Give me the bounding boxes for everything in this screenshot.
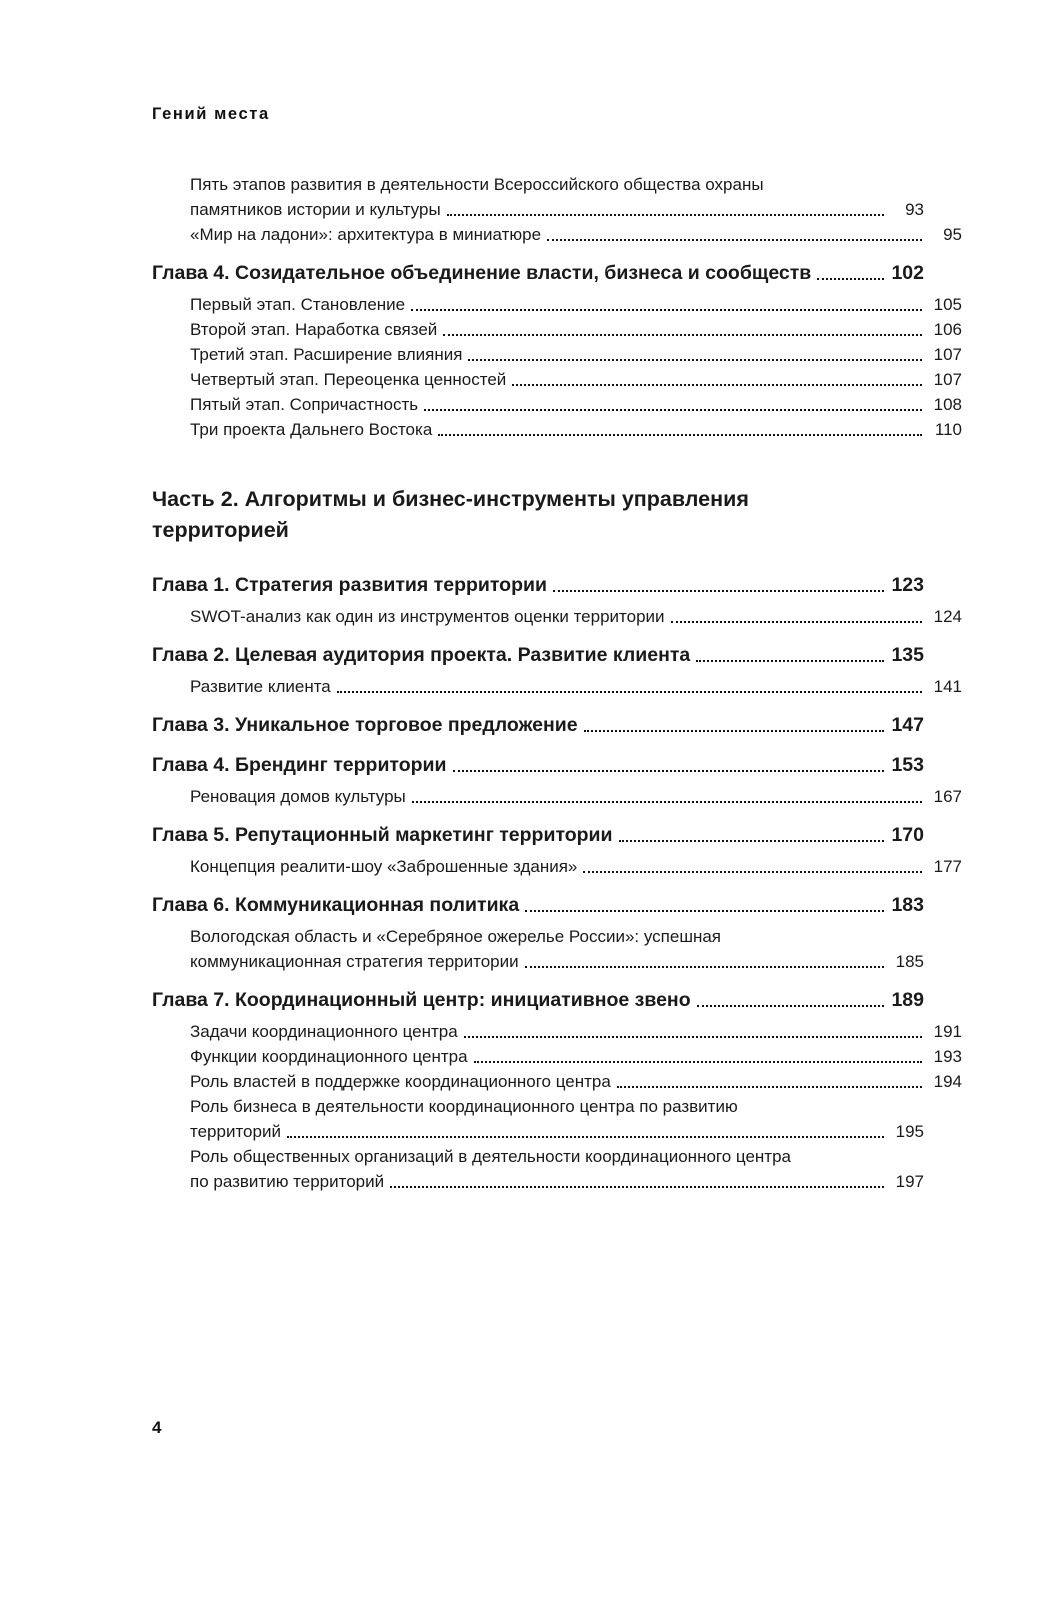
toc-page-number: 185 [895, 952, 924, 971]
dot-leader [525, 966, 884, 968]
toc-entry[interactable] [152, 674, 962, 699]
dot-leader [553, 590, 884, 592]
toc-page-number: 177 [933, 857, 962, 876]
toc-chapter-title: Глава 4. Созидательное объединение власти, бизнеса и сообществ [152, 262, 812, 284]
toc-entry[interactable] [152, 784, 962, 809]
dot-leader [619, 840, 884, 842]
dot-leader [474, 1061, 922, 1063]
toc-page-number: 107 [933, 345, 962, 364]
toc-group-part2-chapter-4 [152, 752, 962, 809]
toc-entry-title: Реновация домов культуры [190, 787, 406, 806]
toc-entry-title-line2: памятников истории и культуры [190, 200, 441, 219]
dot-leader [438, 434, 922, 436]
toc-chapter-entry[interactable] [152, 752, 924, 779]
dot-leader [464, 1036, 922, 1038]
toc-entry[interactable] [152, 172, 924, 222]
toc-chapter-entry[interactable] [152, 572, 924, 599]
toc-entry[interactable] [152, 1144, 924, 1194]
toc-entry-title: Третий этап. Расширение влияния [190, 345, 463, 364]
dot-leader [512, 384, 922, 386]
toc-page-number: 191 [933, 1022, 962, 1041]
toc-page-number: 110 [934, 420, 962, 439]
toc-group-part2-chapter-7 [152, 987, 962, 1194]
dot-leader [287, 1136, 884, 1138]
toc-page-number: 147 [891, 714, 924, 736]
toc-page-number: 123 [891, 574, 924, 596]
dot-leader [584, 730, 884, 732]
toc-chapter-entry[interactable] [152, 260, 924, 287]
toc-entry[interactable] [152, 367, 962, 392]
toc-chapter-title: Глава 2. Целевая аудитория проекта. Развитие клиента [152, 644, 691, 666]
toc-chapter-entry[interactable] [152, 822, 924, 849]
dot-leader [390, 1186, 884, 1188]
toc-entry[interactable] [152, 342, 962, 367]
toc-page-number: 105 [933, 295, 962, 314]
toc-page-number: 124 [933, 607, 962, 626]
toc-chapter-entry[interactable] [152, 642, 924, 669]
dot-leader [525, 910, 884, 912]
toc-chapter-entry[interactable] [152, 712, 924, 739]
toc-entry[interactable] [152, 1094, 924, 1144]
toc-entry-title-line1: Вологодская область и «Серебряное ожерелье России»: успешная [190, 927, 722, 946]
toc-entry-title-line2: по развитию территорий [190, 1172, 385, 1191]
toc-entry-title-line1: Роль общественных организаций в деятельности координационного центра [190, 1147, 792, 1166]
dot-leader [412, 801, 922, 803]
toc-chapter-entry[interactable] [152, 987, 924, 1014]
page-number-folio: 4 [152, 1418, 162, 1437]
dot-leader [547, 239, 922, 241]
toc-part-heading: Часть 2. Алгоритмы и бизнес-инструменты управления территорией [152, 487, 749, 542]
toc-entry[interactable] [152, 392, 962, 417]
toc-group-part2-chapter-1 [152, 572, 962, 629]
toc-entry-title: Три проекта Дальнего Востока [190, 420, 433, 439]
toc-page-number: 106 [933, 320, 962, 339]
toc-entry-title: Концепция реалити-шоу «Заброшенные здания» [190, 857, 578, 876]
toc-page-number: 153 [891, 754, 924, 776]
dot-leader [583, 871, 922, 873]
toc-chapter-title: Глава 4. Брендинг территории [152, 754, 447, 776]
toc-entry-title: Функции координационного центра [190, 1047, 468, 1066]
toc-chapter-title: Глава 5. Репутационный маркетинг территории [152, 824, 613, 846]
dot-leader [817, 278, 884, 280]
toc-entry[interactable] [152, 604, 962, 629]
toc-chapter-title: Глава 3. Уникальное торговое предложение [152, 714, 578, 736]
toc-chapter-title: Глава 1. Стратегия развития территории [152, 574, 547, 596]
toc-page-number: 197 [895, 1172, 924, 1191]
toc-entry[interactable] [152, 317, 962, 342]
toc-chapter-title: Глава 6. Коммуникационная политика [152, 894, 520, 916]
dot-leader [447, 214, 884, 216]
toc-page-number: 141 [933, 677, 962, 696]
dot-leader [424, 409, 922, 411]
toc-group-part2-chapter-3 [152, 712, 924, 739]
table-of-contents [152, 172, 962, 1194]
dot-leader [468, 359, 922, 361]
toc-entry-title: Второй этап. Наработка связей [190, 320, 438, 339]
toc-entry[interactable] [152, 924, 924, 974]
toc-entry[interactable] [152, 417, 962, 442]
toc-group-part2-chapter-5 [152, 822, 962, 879]
toc-entry[interactable] [152, 1069, 962, 1094]
toc-entry[interactable] [152, 854, 962, 879]
dot-leader [411, 309, 922, 311]
toc-entry-title: Пятый этап. Сопричастность [190, 395, 419, 414]
toc-entry-title-line1: Пять этапов развития в деятельности Всероссийского общества охраны [190, 175, 764, 194]
toc-group-chapter-4 [152, 260, 962, 442]
toc-page-number: 135 [891, 644, 924, 666]
toc-entry-title: Первый этап. Становление [190, 295, 406, 314]
toc-page-number: 108 [933, 395, 962, 414]
toc-page-number: 170 [891, 824, 924, 846]
toc-page-number: 189 [891, 989, 924, 1011]
toc-entry-title-line1: Роль бизнеса в деятельности координационного центра по развитию [190, 1097, 738, 1116]
toc-entry-title: SWOT-анализ как один из инструментов оценки территории [190, 607, 665, 626]
toc-chapter-title: Глава 7. Координационный центр: инициативное звено [152, 989, 691, 1011]
toc-entry-title: Развитие клиента [190, 677, 331, 696]
dot-leader [337, 691, 922, 693]
toc-page-number: 194 [933, 1072, 962, 1091]
dot-leader [443, 334, 922, 336]
toc-page-number: 167 [933, 787, 962, 806]
dot-leader [671, 621, 922, 623]
toc-group-continued [152, 172, 962, 247]
toc-entry[interactable] [152, 1044, 962, 1069]
toc-page-number: 193 [933, 1047, 962, 1066]
toc-entry-title: Задачи координационного центра [190, 1022, 458, 1041]
toc-page-number: 93 [905, 200, 924, 219]
toc-page-number: 102 [891, 262, 924, 284]
toc-entry[interactable] [152, 292, 962, 317]
toc-entry-title-line2: коммуникационная стратегия территории [190, 952, 519, 971]
toc-page-number: 183 [891, 894, 924, 916]
toc-entry-title: Четвертый этап. Переоценка ценностей [190, 370, 507, 389]
dot-leader [696, 660, 884, 662]
toc-entry-title: Роль властей в поддержке координационного центра [190, 1072, 611, 1091]
running-head: Гений места [152, 105, 270, 123]
dot-leader [617, 1086, 922, 1088]
dot-leader [453, 770, 884, 772]
toc-entry-title: «Мир на ладони»: архитектура в миниатюре [190, 225, 542, 244]
toc-entry[interactable] [152, 222, 962, 247]
toc-page-number: 95 [943, 225, 962, 244]
toc-entry-title-line2: территорий [190, 1122, 281, 1141]
toc-page-number: 195 [895, 1122, 924, 1141]
toc-group-part2-chapter-2 [152, 642, 962, 699]
toc-entry[interactable] [152, 1019, 962, 1044]
toc-group-part2-chapter-6 [152, 892, 924, 974]
toc-chapter-entry[interactable] [152, 892, 924, 919]
toc-page-number: 107 [933, 370, 962, 389]
dot-leader [697, 1005, 884, 1007]
